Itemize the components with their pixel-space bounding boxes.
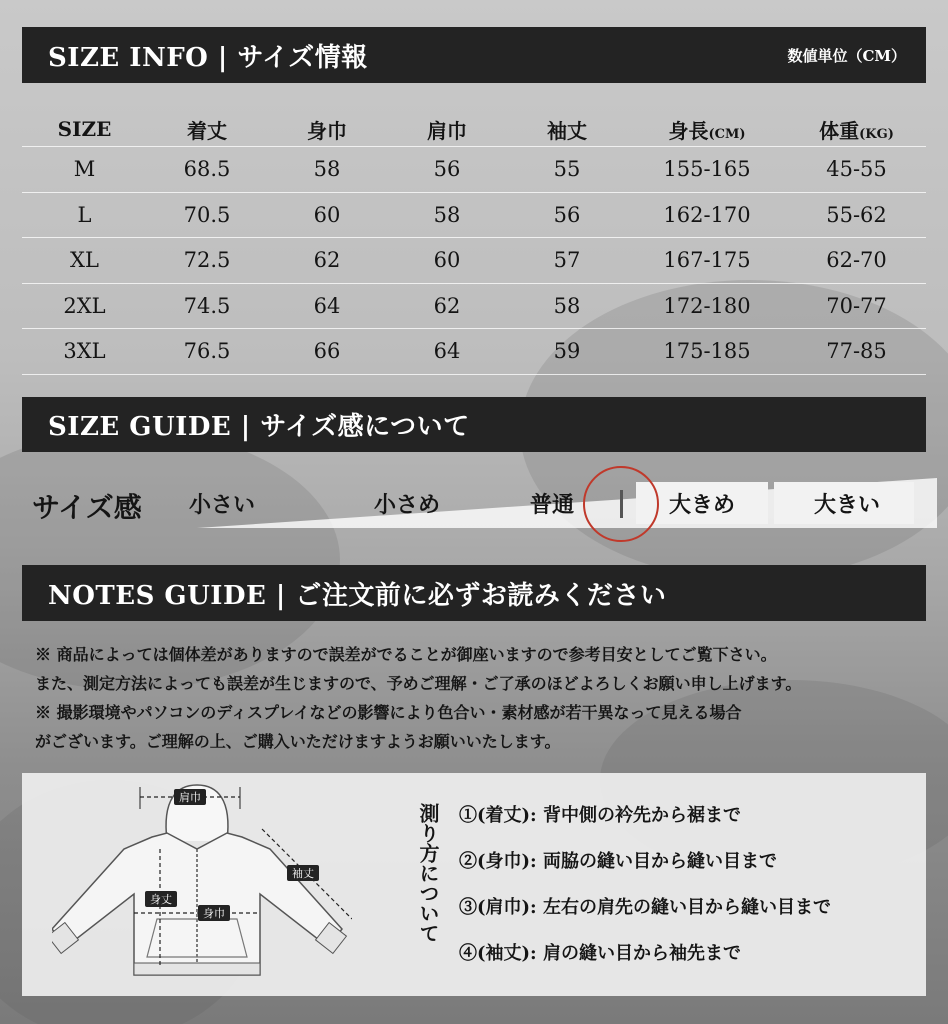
width-tag: 身巾: [203, 907, 225, 920]
shoulder-tag: 肩巾: [179, 791, 201, 804]
width-cell: 62: [313, 248, 341, 273]
table-row: [22, 329, 926, 375]
sleeve-cell: 57: [553, 248, 581, 273]
scale-small: 小さい: [188, 491, 255, 518]
length-cell: 76.5: [183, 339, 231, 364]
size-table: [22, 112, 926, 375]
sleeve-tag: 袖丈: [292, 867, 314, 880]
scale-slightly-large: 大きめ: [668, 491, 735, 518]
table-row: [22, 147, 926, 193]
unit-note: 数値単位（CM）: [787, 46, 906, 65]
note-line: ※ 撮影環境やパソコンのディスプレイなどの影響により色合い・素材感が若干異なって見える場合: [35, 703, 742, 722]
column-header-height: 身長(CM): [668, 118, 746, 143]
width-cell: 64: [313, 293, 341, 318]
sleeve-cell: 59: [553, 339, 581, 364]
scale-normal: 普通: [529, 491, 574, 518]
size-cell: M: [73, 157, 96, 182]
width-cell: 60: [313, 202, 341, 227]
table-row: [22, 284, 926, 330]
length-cell: 68.5: [183, 157, 231, 182]
height-cell: 155-165: [663, 157, 751, 182]
height-cell: 172-180: [663, 293, 751, 318]
sleeve-cell: 58: [553, 293, 581, 318]
shoulder-cell: 56: [433, 157, 461, 182]
notes-guide-banner: [22, 565, 926, 621]
size-guide-banner: [22, 397, 926, 452]
shoulder-cell: 62: [433, 293, 461, 318]
scale-slightly-small: 小さめ: [373, 491, 440, 518]
table-row: [22, 193, 926, 239]
length-tag: 身丈: [150, 893, 172, 906]
weight-cell: 77-85: [826, 339, 887, 364]
width-cell: 66: [313, 339, 341, 364]
length-cell: 70.5: [183, 202, 231, 227]
shoulder-cell: 64: [433, 339, 461, 364]
size-info-banner: [22, 27, 926, 83]
measure-vertical-title: 測り方について: [416, 803, 440, 943]
size-cell: 3XL: [63, 339, 106, 364]
measure-item: ①(着丈): 背中側の衿先から裾まで: [459, 805, 741, 826]
note-line: また、測定方法によっても誤差が生じますので、予めご理解・ご了承のほどよろしくお願い申し上げます。: [35, 674, 802, 693]
measure-item: ④(袖丈): 肩の縫い目から袖先まで: [459, 943, 741, 964]
size-cell: L: [77, 202, 92, 227]
size-cell: XL: [70, 248, 99, 273]
size-feel-label: サイズ感: [32, 491, 142, 524]
width-cell: 58: [313, 157, 341, 182]
column-header-shoulder: 肩巾: [427, 118, 467, 143]
size-guide-title: SIZE GUIDE | サイズ感について: [48, 412, 470, 442]
notes-text: [35, 640, 925, 756]
measure-list: [459, 801, 831, 985]
notes-guide-title: NOTES GUIDE | ご注文前に必ずお読みください: [48, 580, 667, 611]
column-header-length: 着丈: [187, 118, 227, 143]
note-line: がございます。ご理解の上、ご購入いただけますようお願いいたします。: [35, 732, 561, 751]
measurement-panel: [22, 773, 926, 996]
selected-size-marker: [583, 466, 659, 542]
column-header-width: 身巾: [307, 118, 347, 143]
size-feel-scale: [22, 478, 926, 528]
length-cell: 74.5: [183, 293, 231, 318]
scale-large: 大きい: [813, 491, 880, 518]
height-cell: 162-170: [663, 202, 751, 227]
weight-cell: 70-77: [826, 293, 887, 318]
note-line: ※ 商品によっては個体差がありますので誤差がでることが御座いますので参考目安としてご覧下さい。: [35, 645, 777, 664]
table-row: [22, 238, 926, 284]
weight-cell: 45-55: [826, 157, 887, 182]
measure-item: ③(肩巾): 左右の肩先の縫い目から縫い目まで: [459, 897, 831, 918]
measure-item: ②(身巾): 両脇の縫い目から縫い目まで: [459, 851, 777, 872]
hoodie-diagram: [52, 779, 352, 991]
shoulder-cell: 60: [433, 248, 461, 273]
height-cell: 175-185: [663, 339, 751, 364]
sleeve-cell: 56: [553, 202, 581, 227]
column-header-weight: 体重(KG): [819, 118, 894, 143]
weight-cell: 62-70: [826, 248, 887, 273]
length-cell: 72.5: [183, 248, 231, 273]
column-header-sleeve: 袖丈: [547, 118, 587, 143]
table-header-row: [22, 112, 926, 147]
weight-cell: 55-62: [826, 202, 887, 227]
column-header-size: SIZE: [57, 117, 112, 141]
size-cell: 2XL: [63, 293, 106, 318]
sleeve-cell: 55: [553, 157, 581, 182]
shoulder-cell: 58: [433, 202, 461, 227]
size-info-title: SIZE INFO | サイズ情報: [48, 42, 368, 73]
height-cell: 167-175: [663, 248, 751, 273]
